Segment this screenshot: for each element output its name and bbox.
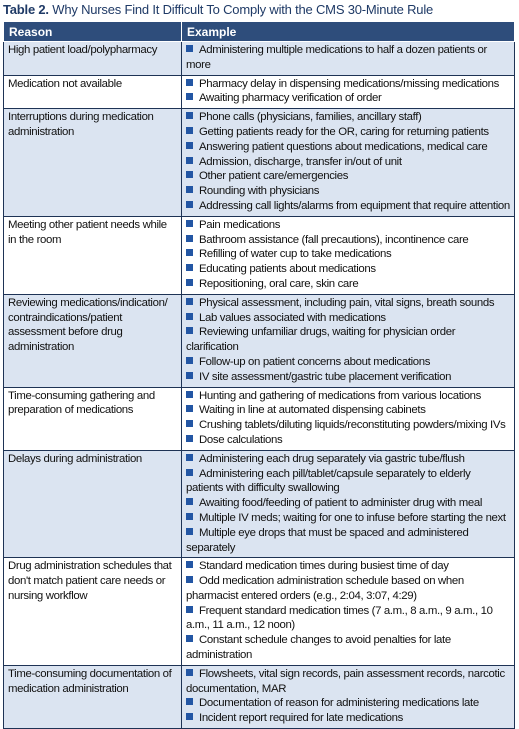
example-item (186, 496, 510, 511)
table-caption: Why Nurses Find It Difficult To Comply with the CMS 30-Minute Rule (52, 2, 434, 17)
square-bullet-icon (186, 669, 193, 676)
example-text: Frequent standard medication times (7 a.m., 8 a.m., 9 a.m., 10 a.m., 11 a.m., 12 noon) (186, 604, 493, 632)
example-cell (182, 216, 515, 294)
square-bullet-icon (186, 498, 193, 505)
example-text: Follow-up on patient concerns about medications (199, 355, 431, 368)
square-bullet-icon (186, 171, 193, 178)
reason-cell: High patient load/polypharmacy (4, 42, 182, 76)
example-text: Awaiting food/feeding of patient to administer drug with meal (199, 497, 483, 510)
example-text: Standard medication times during busiest time of day (199, 560, 449, 573)
square-bullet-icon (186, 157, 193, 164)
compliance-table (3, 21, 515, 729)
example-item (186, 711, 510, 726)
square-bullet-icon (186, 513, 193, 520)
reason-cell: Meeting other patient needs while in the room (4, 216, 182, 294)
reason-cell: Time-consuming documentation of medication administration (4, 665, 182, 728)
reason-cell: Delays during administration (4, 450, 182, 558)
square-bullet-icon (186, 435, 193, 442)
example-item (186, 77, 510, 92)
square-bullet-icon (186, 201, 193, 208)
square-bullet-icon (186, 357, 193, 364)
example-text: Hunting and gathering of medications from various locations (199, 389, 482, 402)
example-text: Educating patients about medications (199, 263, 376, 276)
square-bullet-icon (186, 279, 193, 286)
example-item (186, 389, 510, 404)
example-cell (182, 450, 515, 558)
example-text: Answering patient questions about medications, medical care (199, 140, 488, 153)
reason-cell: Drug administration schedules that don't match patient care needs or nursing workflow (4, 558, 182, 666)
square-bullet-icon (186, 142, 193, 149)
example-text: Awaiting pharmacy verification of order (199, 92, 382, 105)
example-item (186, 110, 510, 125)
example-text: Odd medication administration schedule based on when pharmacist entered orders (e.g., 2:04, 3:07, 4:29) (186, 575, 464, 602)
example-text: Bathroom assistance (fall precautions), incontinence care (199, 233, 469, 246)
square-bullet-icon (186, 235, 193, 242)
square-bullet-icon (186, 93, 193, 100)
reason-cell: Interruptions during medication administration (4, 109, 182, 217)
example-text: Documentation of reason for administering medications late (199, 697, 479, 710)
example-text: Pain medications (199, 218, 281, 231)
example-cell (182, 665, 515, 728)
square-bullet-icon (186, 454, 193, 461)
example-item (186, 370, 510, 385)
example-item (186, 91, 510, 106)
example-cell (182, 558, 515, 666)
square-bullet-icon (186, 79, 193, 86)
square-bullet-icon (186, 420, 193, 427)
example-cell (182, 294, 515, 387)
example-item (186, 43, 510, 73)
example-text: Administering each drug separately via gastric tube/flush (199, 452, 465, 465)
example-text: Administering each pill/tablet/capsule separately to elderly patients with difficulty swallowing (186, 467, 471, 495)
square-bullet-icon (186, 127, 193, 134)
example-item (186, 559, 510, 574)
example-cell (182, 75, 515, 109)
table-row (4, 294, 515, 387)
example-item (186, 433, 510, 448)
example-item (186, 140, 510, 155)
example-text: Incident report required for late medications (199, 712, 403, 725)
example-text: Refilling of water cup to take medications (199, 248, 392, 261)
square-bullet-icon (186, 713, 193, 720)
example-cell (182, 42, 515, 76)
header-example: Example (182, 22, 515, 42)
square-bullet-icon (186, 45, 193, 52)
square-bullet-icon (186, 698, 193, 705)
example-item (186, 633, 510, 663)
table-row (4, 387, 515, 450)
table-row (4, 109, 515, 217)
square-bullet-icon (186, 186, 193, 193)
square-bullet-icon (186, 220, 193, 227)
example-cell (182, 387, 515, 450)
example-text: Rounding with physicians (199, 185, 320, 198)
table-row (4, 42, 515, 76)
example-text: Administering multiple medications to half a dozen patients or more (186, 44, 487, 71)
example-item (186, 233, 510, 248)
table-row (4, 665, 515, 728)
table-body (4, 42, 515, 729)
example-text: Multiple eye drops that must be spaced and administered separately (186, 526, 469, 554)
example-item (186, 452, 510, 467)
example-item (186, 325, 510, 355)
example-text: Admission, discharge, transfer in/out of unit (199, 155, 402, 168)
square-bullet-icon (186, 372, 193, 379)
example-text: Getting patients ready for the OR, caring for returning patients (199, 125, 489, 138)
example-item (186, 418, 510, 433)
square-bullet-icon (186, 606, 193, 613)
reason-cell: Medication not available (4, 75, 182, 109)
square-bullet-icon (186, 298, 193, 305)
table-title (3, 2, 433, 20)
square-bullet-icon (186, 112, 193, 119)
square-bullet-icon (186, 327, 193, 334)
square-bullet-icon (186, 264, 193, 271)
reason-cell: Reviewing medications/indication/ contraindications/patient assessment before drug administration (4, 294, 182, 387)
example-item (186, 604, 510, 634)
example-item (186, 526, 510, 556)
table-number: Table 2. (3, 2, 49, 17)
example-item (186, 574, 510, 604)
example-text: IV site assessment/gastric tube placement verification (199, 370, 452, 383)
table-row (4, 558, 515, 666)
example-item (186, 184, 510, 199)
square-bullet-icon (186, 576, 193, 583)
square-bullet-icon (186, 561, 193, 568)
example-text: Pharmacy delay in dispensing medications/missing medications (199, 77, 499, 90)
example-text: Addressing call lights/alarms from equipment that require attention (199, 199, 510, 212)
example-item (186, 511, 510, 526)
example-text: Other patient care/emergencies (199, 170, 349, 183)
table-row (4, 75, 515, 109)
square-bullet-icon (186, 528, 193, 535)
example-item (186, 218, 510, 233)
example-item (186, 277, 510, 292)
example-text: Crushing tablets/diluting liquids/reconstituting powders/mixing IVs (199, 419, 506, 432)
example-text: Physical assessment, including pain, vital signs, breath sounds (199, 296, 495, 309)
example-text: Lab values associated with medications (199, 311, 386, 324)
example-item (186, 199, 510, 214)
example-item (186, 311, 510, 326)
example-item (186, 125, 510, 140)
example-text: Reviewing unfamiliar drugs, waiting for physician order clarification (186, 326, 456, 354)
reason-cell: Time-consuming gathering and preparation of medications (4, 387, 182, 450)
example-item (186, 262, 510, 277)
example-cell (182, 109, 515, 217)
example-item (186, 467, 510, 497)
example-text: Flowsheets, vital sign records, pain assessment records, narcotic documentation, MAR (186, 667, 505, 695)
square-bullet-icon (186, 405, 193, 412)
example-text: Multiple IV meds; waiting for one to infuse before starting the next (199, 511, 506, 524)
example-item (186, 247, 510, 262)
example-item (186, 667, 510, 697)
example-text: Waiting in line at automated dispensing cabinets (199, 404, 426, 417)
example-item (186, 355, 510, 370)
square-bullet-icon (186, 635, 193, 642)
example-text: Repositioning, oral care, skin care (199, 277, 359, 290)
example-item (186, 403, 510, 418)
square-bullet-icon (186, 391, 193, 398)
square-bullet-icon (186, 469, 193, 476)
header-row (4, 22, 515, 42)
square-bullet-icon (186, 313, 193, 320)
header-reason: Reason (4, 22, 182, 42)
example-item (186, 155, 510, 170)
table-row (4, 450, 515, 558)
example-text: Phone calls (physicians, families, ancillary staff) (199, 111, 422, 124)
example-item (186, 296, 510, 311)
square-bullet-icon (186, 249, 193, 256)
table-row (4, 216, 515, 294)
example-text: Constant schedule changes to avoid penalties for late administration (186, 634, 451, 662)
example-item (186, 169, 510, 184)
example-text: Dose calculations (199, 433, 283, 446)
